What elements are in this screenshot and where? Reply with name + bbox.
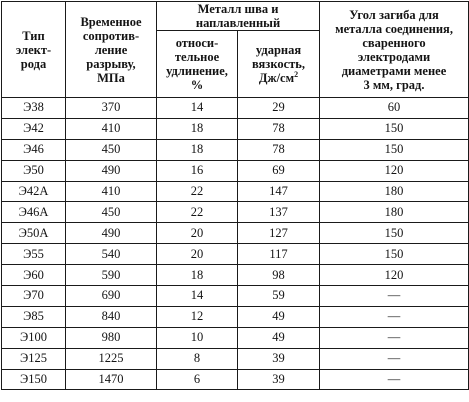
header-tensile-strength: Временное сопротив- ление разрыву, МПа (66, 2, 157, 98)
cell-elongation: 14 (157, 98, 238, 119)
cell-impact-toughness: 59 (238, 286, 320, 307)
cell-tensile-strength: 490 (66, 160, 157, 181)
cell-elongation: 18 (157, 265, 238, 286)
table-row (2, 118, 469, 139)
cell-bend-angle: 60 (320, 98, 469, 119)
cell-elongation: 22 (157, 202, 238, 223)
cell-tensile-strength: 410 (66, 181, 157, 202)
cell-bend-angle: — (320, 286, 469, 307)
electrode-properties-table (1, 1, 469, 390)
table-row (2, 160, 469, 181)
cell-impact-toughness: 49 (238, 327, 320, 348)
table-header (2, 2, 469, 98)
table-row (2, 202, 469, 223)
cell-tensile-strength: 490 (66, 223, 157, 244)
cell-elongation: 6 (157, 369, 238, 390)
table-row (2, 286, 469, 307)
header-elongation: относи- тельное удлинение, % (157, 31, 238, 98)
cell-impact-toughness: 127 (238, 223, 320, 244)
cell-bend-angle: — (320, 306, 469, 327)
cell-elongation: 22 (157, 181, 238, 202)
cell-elongation: 14 (157, 286, 238, 307)
cell-elongation: 18 (157, 118, 238, 139)
cell-tensile-strength: 450 (66, 202, 157, 223)
table-row (2, 348, 469, 369)
cell-tensile-strength: 1225 (66, 348, 157, 369)
table-body (2, 98, 469, 390)
table-row (2, 223, 469, 244)
header-electrode-type: Тип элект- рода (2, 2, 66, 98)
header-impact-toughness: ударная вязкость, $Дж/см^2$ (238, 31, 320, 98)
cell-electrode-type: Э50А (2, 223, 66, 244)
cell-impact-toughness: 137 (238, 202, 320, 223)
cell-tensile-strength: 370 (66, 98, 157, 119)
cell-electrode-type: Э150 (2, 369, 66, 390)
unit-superscript: 2 (294, 69, 299, 79)
cell-impact-toughness: 117 (238, 244, 320, 265)
cell-electrode-type: Э55 (2, 244, 66, 265)
cell-impact-toughness: 98 (238, 265, 320, 286)
cell-elongation: 12 (157, 306, 238, 327)
cell-tensile-strength: 1470 (66, 369, 157, 390)
cell-impact-toughness: 78 (238, 139, 320, 160)
cell-tensile-strength: 980 (66, 327, 157, 348)
cell-bend-angle: — (320, 348, 469, 369)
cell-bend-angle: 180 (320, 202, 469, 223)
table-row (2, 265, 469, 286)
cell-bend-angle: 150 (320, 244, 469, 265)
table-row (2, 369, 469, 390)
cell-bend-angle: 150 (320, 223, 469, 244)
cell-electrode-type: Э46 (2, 139, 66, 160)
cell-tensile-strength: 450 (66, 139, 157, 160)
cell-elongation: 20 (157, 244, 238, 265)
cell-bend-angle: 120 (320, 265, 469, 286)
cell-elongation: 10 (157, 327, 238, 348)
cell-tensile-strength: 840 (66, 306, 157, 327)
cell-elongation: 20 (157, 223, 238, 244)
cell-impact-toughness: 69 (238, 160, 320, 181)
cell-impact-toughness: 39 (238, 348, 320, 369)
header-bend-angle: Угол загиба для металла соединения, сваренного электродами диаметрами менее 3 мм, град. (320, 2, 469, 98)
table-row (2, 181, 469, 202)
cell-elongation: 18 (157, 139, 238, 160)
cell-impact-toughness: 39 (238, 369, 320, 390)
cell-impact-toughness: 78 (238, 118, 320, 139)
cell-tensile-strength: 590 (66, 265, 157, 286)
table-row (2, 139, 469, 160)
cell-electrode-type: Э42А (2, 181, 66, 202)
cell-electrode-type: Э50 (2, 160, 66, 181)
cell-tensile-strength: 690 (66, 286, 157, 307)
cell-electrode-type: Э70 (2, 286, 66, 307)
cell-impact-toughness: 147 (238, 181, 320, 202)
header-weld-metal-group: Металл шва и наплавленный (157, 2, 320, 31)
cell-impact-toughness: 49 (238, 306, 320, 327)
table-row (2, 327, 469, 348)
cell-bend-angle: 150 (320, 139, 469, 160)
table-row (2, 244, 469, 265)
cell-elongation: 16 (157, 160, 238, 181)
cell-bend-angle: — (320, 369, 469, 390)
cell-bend-angle: — (320, 327, 469, 348)
cell-tensile-strength: 410 (66, 118, 157, 139)
table-row (2, 98, 469, 119)
cell-electrode-type: Э100 (2, 327, 66, 348)
cell-electrode-type: Э42 (2, 118, 66, 139)
cell-bend-angle: 120 (320, 160, 469, 181)
cell-elongation: 8 (157, 348, 238, 369)
cell-bend-angle: 150 (320, 118, 469, 139)
table-row (2, 306, 469, 327)
cell-impact-toughness: 29 (238, 98, 320, 119)
cell-electrode-type: Э125 (2, 348, 66, 369)
cell-bend-angle: 180 (320, 181, 469, 202)
cell-electrode-type: Э46А (2, 202, 66, 223)
cell-electrode-type: Э85 (2, 306, 66, 327)
cell-electrode-type: Э60 (2, 265, 66, 286)
cell-electrode-type: Э38 (2, 98, 66, 119)
cell-tensile-strength: 540 (66, 244, 157, 265)
